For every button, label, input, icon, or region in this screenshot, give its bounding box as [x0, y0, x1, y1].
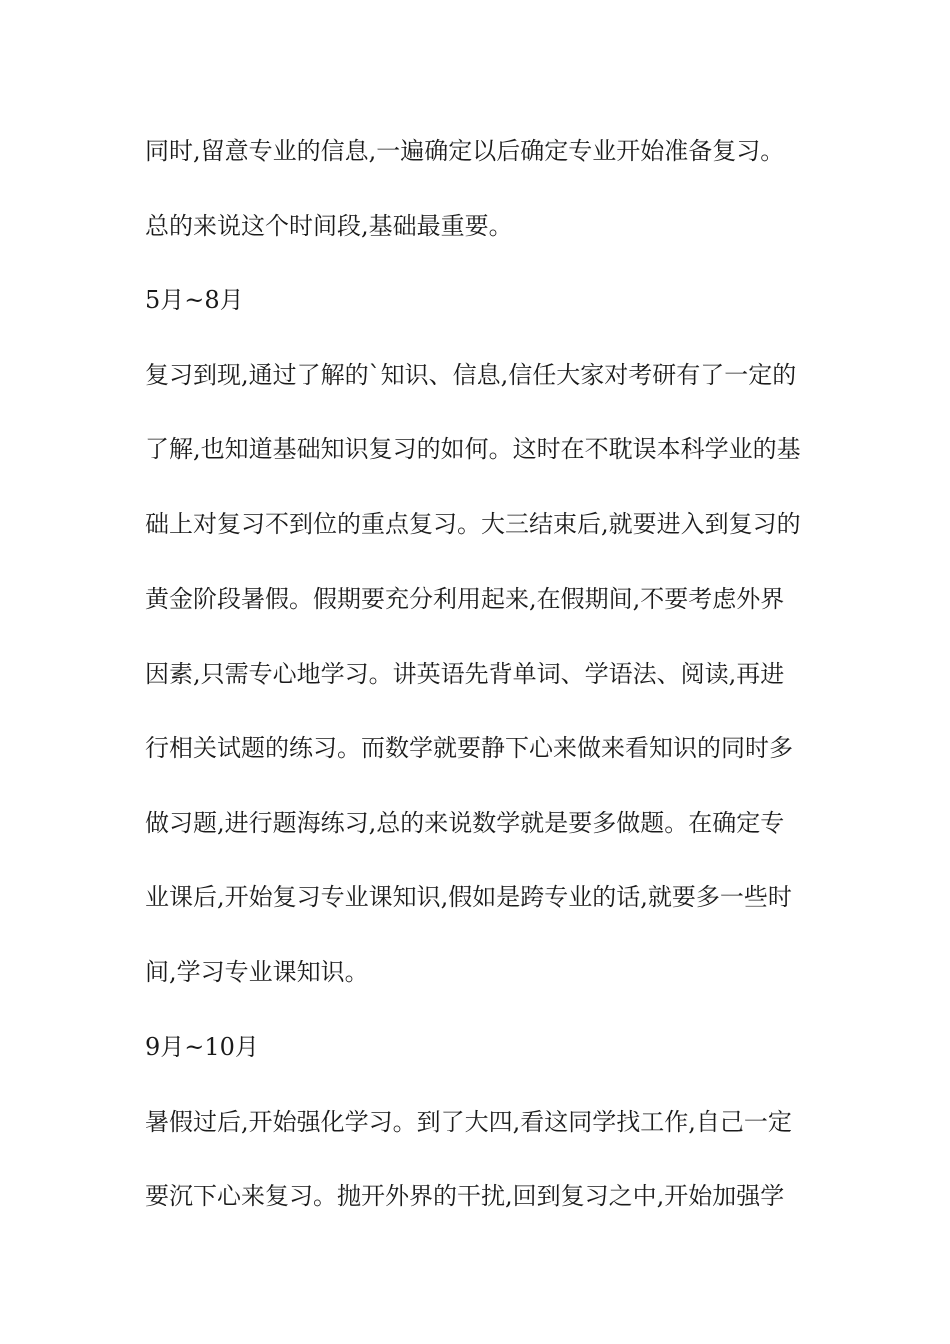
- paragraph-line: 了解,也知道基础知识复习的如何。这时在不耽误本科学业的基: [145, 435, 801, 463]
- paragraph-line: 总的来说这个时间段,基础最重要。: [145, 212, 513, 240]
- paragraph-line: 暑假过后,开始强化学习。到了大四,看这同学找工作,自己一定: [145, 1108, 792, 1136]
- section-heading-sep-oct: 9月~10月: [145, 1033, 259, 1061]
- paragraph-line: 同时,留意专业的信息,一遍确定以后确定专业开始准备复习。: [145, 137, 785, 165]
- section-heading-may-aug: 5月~8月: [145, 286, 244, 314]
- paragraph-line: 要沉下心来复习。抛开外界的干扰,回到复习之中,开始加强学: [145, 1182, 785, 1210]
- paragraph-line: 复习到现,通过了解的`知识、信息,信任大家对考研有了一定的: [145, 361, 797, 389]
- paragraph-line: 因素,只需专心地学习。讲英语先背单词、学语法、阅读,再进: [145, 660, 785, 688]
- paragraph-line: 间,学习专业课知识。: [145, 958, 369, 986]
- paragraph-line: 黄金阶段暑假。假期要充分利用起来,在假期间,不要考虑外界: [145, 585, 785, 613]
- paragraph-line: 业课后,开始复习专业课知识,假如是跨专业的话,就要多一些时: [145, 883, 792, 911]
- paragraph-line: 行相关试题的练习。而数学就要静下心来做来看知识的同时多: [145, 734, 793, 762]
- paragraph-line: 础上对复习不到位的重点复习。大三结束后,就要进入到复习的: [145, 510, 801, 538]
- paragraph-line: 做习题,进行题海练习,总的来说数学就是要多做题。在确定专: [145, 809, 785, 837]
